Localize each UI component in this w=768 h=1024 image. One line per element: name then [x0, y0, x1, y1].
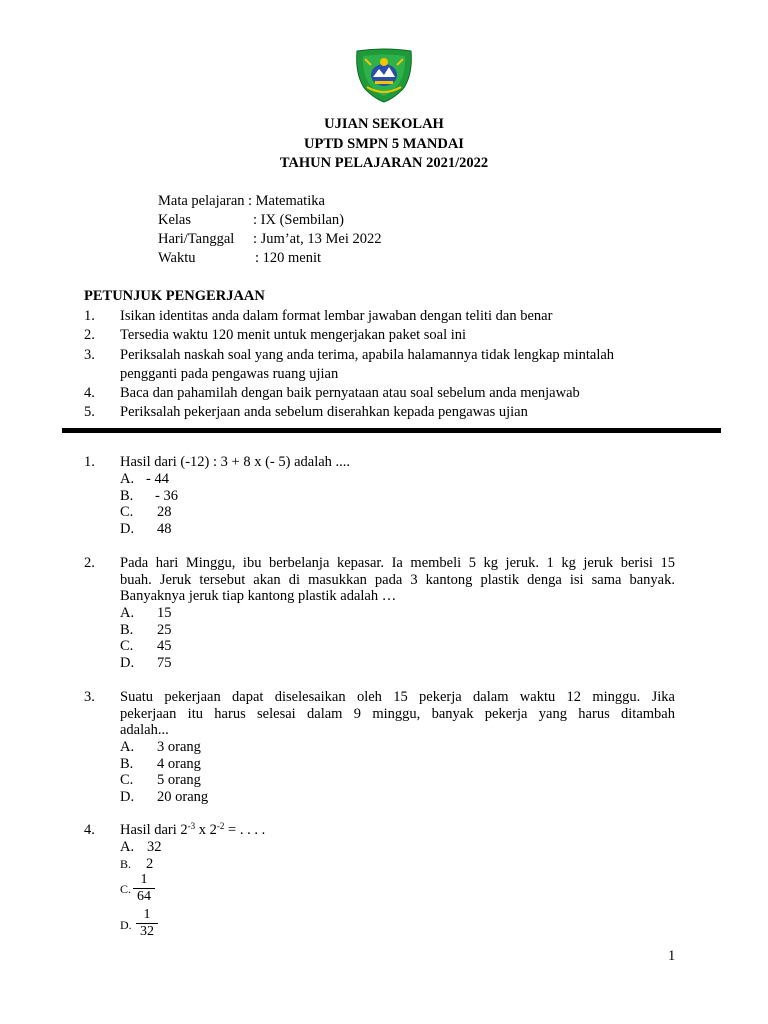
- instruction-number: 1.: [84, 308, 95, 324]
- option-letter: A.: [120, 605, 135, 621]
- instruction-number: 5.: [84, 404, 95, 420]
- question-text: Hasil dari (-12) : 3 + 8 x (- 5) adalah ....: [120, 454, 351, 470]
- option-letter: D.: [120, 918, 132, 932]
- option-value: 48: [157, 521, 172, 537]
- instruction-item: [0, 404, 768, 422]
- option-letter: B.: [120, 857, 132, 871]
- option-value: 20 orang: [157, 789, 209, 805]
- question-number: 1.: [84, 454, 95, 470]
- option-row: [0, 638, 768, 656]
- question-number: 4.: [84, 822, 95, 838]
- question-text-line: pekerjaan itu harus selesai dalam 9 minggu, banyak pekerja yang harus ditambah: [120, 706, 675, 722]
- option-row: [0, 839, 768, 857]
- option-value: 4 orang: [157, 756, 201, 772]
- question-text-line: Banyaknya jeruk tiap kantong plastik adalah …: [120, 588, 397, 604]
- info-label: Hari/Tanggal: [158, 231, 235, 247]
- option-row: [0, 789, 768, 807]
- school-logo: [353, 47, 415, 103]
- question-1: [0, 454, 768, 472]
- option-letter: C.: [120, 504, 134, 520]
- question-text-line: Suatu pekerjaan dapat diselesaikan oleh 15 pekerja dalam waktu 12 minggu. Jika: [120, 689, 675, 705]
- instruction-number: 3.: [84, 347, 95, 363]
- option-letter: C.: [120, 772, 134, 788]
- instruction-item: [0, 347, 768, 365]
- question-text-line: Pada hari Minggu, ibu berbelanja kepasar. Ia membeli 5 kg jeruk. 1 kg jeruk berisi 15: [120, 555, 675, 571]
- instruction-number: 4.: [84, 385, 95, 401]
- instruction-item-continued: [0, 366, 768, 384]
- info-value: : Matematika: [248, 193, 325, 209]
- instruction-text: pengganti pada pengawas ruang ujian: [120, 366, 339, 382]
- option-letter: A.: [120, 739, 135, 755]
- question-text-prefix: Hasil dari 2: [120, 822, 188, 838]
- option-value: 15: [157, 605, 172, 621]
- instruction-item: [0, 385, 768, 403]
- option-letter: A.: [120, 471, 135, 487]
- option-letter: D.: [120, 655, 135, 671]
- fraction-numerator: 1: [140, 872, 148, 887]
- option-value: 28: [157, 504, 172, 520]
- question-text-line: buah. Jeruk tersebut akan di masukkan pada 3 kantong plastik denga isi sama banyak.: [120, 572, 675, 588]
- option-row-fraction: [0, 872, 768, 906]
- option-value: 32: [147, 839, 162, 855]
- option-letter: B.: [120, 756, 134, 772]
- option-letter: C.: [120, 882, 132, 896]
- option-row: [0, 605, 768, 623]
- question-text-line: adalah...: [120, 722, 169, 738]
- option-letter: D.: [120, 789, 135, 805]
- option-row: [0, 521, 768, 539]
- option-value: - 44: [146, 471, 169, 487]
- fraction-denominator: 32: [136, 923, 158, 940]
- page-number: 1: [668, 948, 676, 964]
- option-row: [0, 504, 768, 522]
- info-value: : Jum’at, 13 Mei 2022: [253, 231, 382, 247]
- info-label: Waktu: [158, 250, 196, 266]
- info-label: Kelas: [158, 212, 192, 228]
- fraction-denominator: 64: [133, 888, 155, 905]
- option-row-fraction: [0, 907, 768, 941]
- fraction: [136, 907, 158, 940]
- option-value: 45: [157, 638, 172, 654]
- question-4: [0, 822, 768, 840]
- option-value: 5 orang: [157, 772, 201, 788]
- option-letter: B.: [120, 622, 134, 638]
- exponent: -3: [187, 821, 196, 831]
- info-value: : IX (Sembilan): [253, 212, 345, 228]
- option-letter: C.: [120, 638, 134, 654]
- instruction-text: Periksalah pekerjaan anda sebelum diserahkan kepada pengawas ujian: [120, 404, 528, 420]
- exponent: -2: [216, 821, 225, 831]
- question-text-suffix: = . . . .: [224, 822, 266, 838]
- instruction-text: Tersedia waktu 120 menit untuk mengerjakan paket soal ini: [120, 327, 467, 343]
- option-letter: B.: [120, 488, 134, 504]
- instruction-item: [0, 308, 768, 326]
- question-number: 3.: [84, 689, 95, 705]
- instruction-text: Isikan identitas anda dalam format lembar jawaban dengan teliti dan benar: [120, 308, 553, 324]
- academic-year: TAHUN PELAJARAN 2021/2022: [279, 155, 489, 171]
- option-letter: A.: [120, 839, 135, 855]
- exam-title: UJIAN SEKOLAH: [324, 116, 444, 132]
- instruction-text: Baca dan pahamilah dengan baik pernyataan atau soal sebelum anda menjawab: [120, 385, 580, 401]
- option-value: 25: [157, 622, 172, 638]
- option-row: [0, 471, 768, 489]
- option-row: [0, 739, 768, 757]
- instruction-text: Periksalah naskah soal yang anda terima, apabila halamannya tidak lengkap mintalah: [120, 347, 615, 363]
- instructions-title: PETUNJUK PENGERJAAN: [84, 288, 265, 304]
- option-value: 3 orang: [157, 739, 201, 755]
- question-text: [120, 822, 265, 839]
- option-value: 2: [146, 856, 154, 872]
- fraction: [133, 872, 155, 905]
- fraction-numerator: 1: [143, 907, 151, 922]
- question-number: 2.: [84, 555, 95, 571]
- instruction-number: 2.: [84, 327, 95, 343]
- info-label: Mata pelajaran: [158, 193, 245, 209]
- option-value: 75: [157, 655, 172, 671]
- instruction-item: [0, 327, 768, 345]
- question-text-mid: x 2: [195, 822, 217, 838]
- section-divider: [62, 428, 721, 433]
- school-name: UPTD SMPN 5 MANDAI: [304, 136, 464, 152]
- option-row: [0, 772, 768, 790]
- option-letter: D.: [120, 521, 135, 537]
- info-value: : 120 menit: [255, 250, 322, 266]
- option-value: - 36: [155, 488, 178, 504]
- option-row: [0, 655, 768, 673]
